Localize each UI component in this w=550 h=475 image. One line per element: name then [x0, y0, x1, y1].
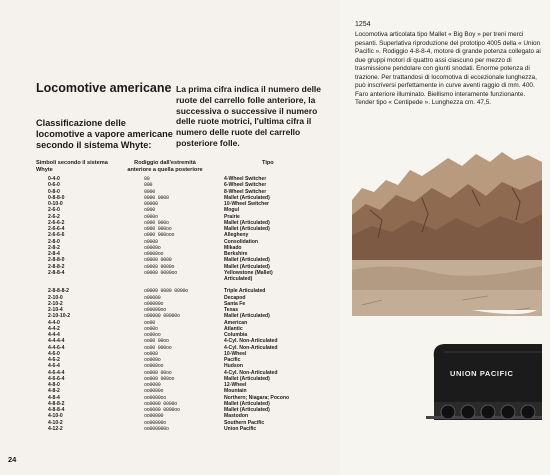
locomotive-type: American: [224, 319, 248, 326]
locomotive-type: 10-Wheel: [224, 350, 247, 357]
locomotive-type: Mountain: [224, 388, 247, 395]
locomotive-type: Mogul: [224, 207, 239, 214]
wheel-arrangement: o000o: [144, 213, 158, 220]
wheel-arrangement: o00000oo: [144, 307, 167, 313]
wheel-arrangement: 00: [144, 176, 150, 182]
whyte-symbol: 4-4-6-4: [48, 344, 65, 351]
wheel-arrangement: o0000: [144, 238, 158, 245]
wheel: [521, 405, 535, 419]
whyte-symbol: 4-8-8-2: [48, 400, 65, 407]
wheel: [441, 405, 455, 419]
whyte-symbol: 2-8-8-2: [48, 263, 65, 270]
wheel-arrangement: oo00000o: [144, 419, 167, 426]
locomotive-type: Decapod: [224, 294, 246, 301]
wheel-arrangement: o000 000o: [144, 219, 169, 226]
locomotive-type: 12-Wheel: [224, 382, 247, 388]
whyte-symbol: 2-10-2: [48, 300, 63, 307]
whyte-symbol: 4-4-4-4: [48, 338, 65, 345]
whyte-symbol: 4-4-2: [48, 325, 60, 332]
wheel-arrangement: o0000 0000: [144, 257, 172, 264]
wheel-arrangement: o00000: [144, 294, 161, 301]
whyte-symbol: 2-10-0: [48, 294, 63, 301]
locomotive-type: Berkshire: [224, 251, 248, 257]
whyte-symbol: 0-6-0: [48, 182, 60, 189]
whyte-symbol: 4-10-0: [48, 413, 63, 420]
wheel-arrangement: oo00: [144, 319, 156, 326]
wheel-arrangement: oo0000o: [144, 388, 164, 395]
locomotive-type: Prairie: [224, 213, 240, 220]
locomotive-type: Articulated): [224, 276, 253, 282]
whyte-symbol: 4-8-8-4: [48, 407, 65, 413]
locomotive-type: Texas: [224, 307, 239, 313]
locomotive-type: Southern Pacific: [224, 419, 265, 426]
locomotive-type: Santa Fe: [224, 300, 246, 307]
locomotive-type: Mallet (Articulated): [224, 194, 270, 201]
wheel-arrangement: o0000 0000o: [144, 263, 175, 270]
whyte-symbol: 4-10-2: [48, 419, 63, 426]
illustration-svg: [352, 140, 542, 470]
wheel-arrangement: oo000 000oo: [144, 375, 175, 382]
whyte-symbol: 2-6-6-4: [48, 226, 65, 232]
wheel: [481, 405, 495, 419]
whyte-symbol: 4-6-0: [48, 350, 60, 357]
whyte-symbol: 4-4-0: [48, 319, 60, 326]
whyte-symbol: 4-12-2: [48, 425, 63, 432]
wheel-arrangement: o0000o: [144, 244, 161, 251]
locomotive-type: Mallet (Articulated): [224, 226, 270, 232]
wheel-arrangement: o0000oo: [144, 251, 164, 257]
locomotive-type: 6-Wheel Switcher: [224, 182, 267, 189]
whyte-symbol: 2-10-4: [48, 307, 63, 313]
wheel-arrangement: 0000 0000: [144, 194, 169, 201]
locomotive-type: Allegheny: [224, 232, 249, 239]
locomotive-type: Mallet (Articulated): [224, 257, 270, 264]
wheel-arrangement: o00000o: [144, 300, 164, 307]
wheel-arrangement: oo0000 0000o: [144, 400, 178, 407]
locomotive-type: 8-Wheel Switcher: [224, 188, 267, 195]
locomotive-type: Northern; Niagara; Pocono: [224, 394, 290, 401]
whyte-symbol: 4-6-6-4: [48, 375, 65, 382]
whyte-symbol: 4-4-4: [48, 332, 60, 338]
whyte-symbol: 2-6-6-2: [48, 219, 65, 226]
wheel: [501, 405, 515, 419]
locomotive-type: 4-Cyl. Non-Articulated: [224, 369, 278, 376]
locomotive-type: Mallet (Articulated): [224, 263, 270, 270]
locomotive-type: Pacific: [224, 357, 241, 363]
locomotive-tender: [426, 344, 542, 420]
caption-number: 1254: [355, 21, 371, 28]
locomotive-type: Triple Articulated: [224, 288, 266, 295]
whyte-symbol: 0-8-0: [48, 188, 60, 195]
locomotive-type: 10-Wheel Switcher: [224, 201, 270, 207]
locomotive-type: Mikado: [224, 244, 242, 251]
intro-paragraph: La prima cifra indica il numero delle ruote del carrello folle anteriore, la successiva o successive il numero delle ruote motrici, l'ultima cifra il numero delle ruote del carrello posteriore folle.: [176, 84, 322, 148]
wheel-arrangement: o0000 0000 0000o: [144, 288, 189, 295]
table-row: [0, 426, 340, 432]
wheel-arrangement: oo00 000oo: [144, 344, 172, 351]
locomotive-type: 4-Cyl. Non-Articulated: [224, 344, 278, 351]
wheel-arrangement: oo0000oo: [144, 394, 167, 401]
whyte-symbol: 4-8-0: [48, 382, 60, 388]
wheel-arrangement: oo000000o: [144, 425, 169, 432]
locomotive-type: Consolidation: [224, 238, 258, 245]
whyte-symbol: 0-4-0: [48, 176, 60, 182]
whyte-symbol: 4-6-4: [48, 363, 60, 370]
wheel-arrangement: oo00o: [144, 325, 158, 332]
whyte-symbol: 2-8-0: [48, 238, 60, 245]
whyte-symbol: 2-6-2: [48, 213, 60, 220]
whyte-symbol: 2-8-8-8-2: [48, 288, 69, 295]
column-header-wheel-arrangement: Rodiggio dall'estremità anteriore a quella posteriore: [127, 160, 203, 173]
wheel-arrangement: o000: [144, 207, 156, 214]
wheel-arrangement: o000 000ooo: [144, 232, 175, 239]
locomotive-type: Mallet (Articulated): [224, 400, 270, 407]
whyte-symbol: 2-8-2: [48, 244, 60, 251]
column-header-symbols: Simboli secondo il sistema Whyte: [36, 160, 108, 173]
wheel-arrangement: o000 000oo: [144, 226, 172, 232]
locomotive-type: Union Pacific: [224, 425, 257, 432]
wheel-arrangement: oo000 00oo: [144, 369, 172, 376]
big-boy-illustration: [352, 140, 542, 470]
wheel-arrangement: oo00oo: [144, 332, 161, 338]
wheel: [461, 405, 475, 419]
locomotive-type: Columbia: [224, 332, 248, 338]
wheel-arrangement: oo0000: [144, 382, 161, 388]
locomotive-type: Hudson: [224, 363, 243, 370]
caption-text: Locomotiva articolata tipo Mallet « Big Boy » per treni merci pesanti. Superlativa riproduzione del prototipo 4005 della « Union Pacific ». Rodiggio 4-8-8-4, motore di grande potenza collegato ai due gruppi motori di quattro assi ciascuno per mezzo di trasmissione pendolare con giunti snodati. Enorme potenza di trazione. Per trattandosi di locomotiva di eccezionale lunghezza, può inscriversi perfettamente in curve aventi raggio di mm. 400. Faro anteriore illuminato. Biellismo interamente funzionante. Tender tipo « Centipede ». Lunghezza cm. 47,5.: [355, 31, 541, 107]
column-header-type: Tipo: [262, 160, 274, 166]
locomotive-type: Mallet (Articulated): [224, 313, 270, 320]
table-row: [0, 276, 340, 282]
page-number: 24: [8, 455, 17, 464]
wheel-arrangement: oo00000: [144, 413, 164, 420]
tender-lettering: UNION PACIFIC: [450, 369, 514, 378]
locomotive-type: Atlantic: [224, 325, 243, 332]
wheel-arrangement: oo000o: [144, 357, 161, 363]
whyte-symbol: 0-10-0: [48, 201, 63, 207]
whyte-symbol: 2-8-4: [48, 251, 60, 257]
locomotive-type: 4-Wheel Switcher: [224, 176, 267, 182]
wheel-arrangement: oo000: [144, 350, 158, 357]
wheel-arrangement: 0000: [144, 188, 156, 195]
wheel-arrangement: oo0000 0000oo: [144, 407, 180, 413]
locomotive-type: Yellowstone (Mallet): [224, 269, 273, 276]
classification-table: [0, 176, 340, 432]
whyte-symbol: 4-8-2: [48, 388, 60, 395]
wheel-arrangement: 000: [144, 182, 153, 189]
classification-subtitle: Classificazione delle locomotive a vapore americane secondo il sistema Whyte:: [36, 118, 173, 150]
locomotive-type: Mastodon: [224, 413, 249, 420]
whyte-symbol: 2-8-8-4: [48, 269, 65, 276]
locomotive-type: Mallet (Articulated): [224, 375, 270, 382]
page-title: Locomotive americane: [36, 81, 172, 95]
wheel-arrangement: o0000 0000oo: [144, 269, 178, 276]
whyte-symbol: 2-10-10-2: [48, 313, 71, 320]
locomotive-type: Mallet (Articulated): [224, 219, 270, 226]
whyte-symbol: 2-8-8-0: [48, 257, 65, 264]
wheel-arrangement: oo00 00oo: [144, 338, 169, 345]
whyte-symbol: 4-6-2: [48, 357, 60, 363]
whyte-symbol: 2-6-0: [48, 207, 60, 214]
wheel-arrangement: 00000: [144, 201, 158, 207]
locomotive-type: Mallet (Articulated): [224, 407, 270, 413]
whyte-symbol: 0-8-8-0: [48, 194, 65, 201]
whyte-symbol: 2-6-6-6: [48, 232, 65, 239]
whyte-symbol: 4-6-4-4: [48, 369, 65, 376]
wheel-arrangement: o00000 00000o: [144, 313, 180, 320]
whyte-symbol: 4-8-4: [48, 394, 60, 401]
locomotive-type: 4-Cyl. Non-Articulated: [224, 338, 278, 345]
wheel-arrangement: oo000oo: [144, 363, 164, 370]
